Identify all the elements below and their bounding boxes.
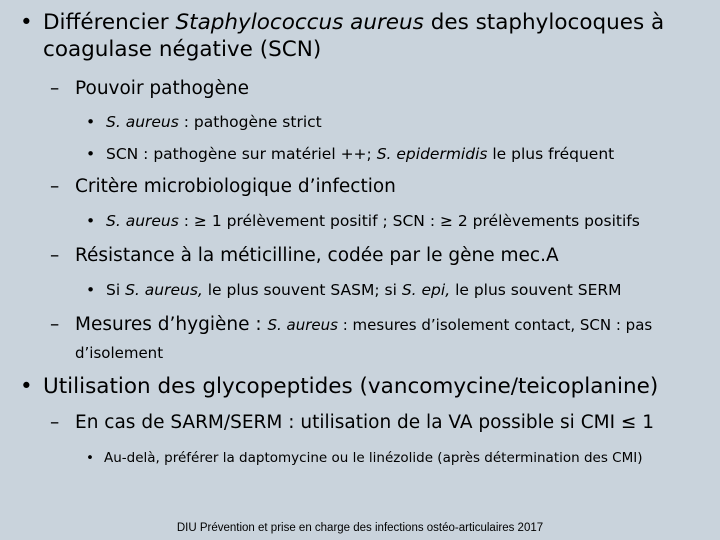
item1-species: Staphylococcus aureus (175, 10, 424, 35)
sub5-point: Au-delà, préférer la daptomycine ou le linézolide (après détermination des CMI) (104, 450, 643, 466)
bullet-level2: – (50, 412, 60, 433)
sub3-point-pre: Si (106, 281, 126, 299)
bullet-level1: • (20, 374, 33, 399)
sub4-rest: : mesures d’isolement contact, SCN : pas (337, 316, 653, 334)
item1-line2: coagulase négative (SCN) (43, 37, 322, 62)
sub4-line2: d’isolement (75, 344, 164, 362)
slide-footer: DIU Prévention et prise en charge des infections ostéo-articulaires 2017 (176, 522, 544, 534)
bullet-level3: • (86, 450, 94, 466)
sub1-point2 (106, 144, 614, 164)
bullet-level2: – (50, 78, 60, 99)
sub1-point2-rest: le plus fréquent (487, 145, 615, 163)
sub2-point (106, 211, 640, 231)
sub3-point-rest: le plus souvent SERM (450, 281, 622, 299)
bullet-level2: – (50, 314, 60, 335)
sub3-heading: Résistance à la méticilline, codée par le gène mec.A (75, 245, 559, 266)
sub4-lead: Mesures d’hygiène : (75, 314, 268, 335)
bullet-level1: • (20, 10, 33, 35)
sub1-point1 (106, 112, 322, 132)
bullet-level2: – (50, 176, 60, 197)
sub4-line1 (75, 313, 652, 337)
sub3-point (106, 280, 622, 300)
bullet-level3: • (86, 281, 96, 299)
sub3-point-italic2: S. epi, (401, 281, 451, 299)
item1-text-b: des staphylocoques à (423, 10, 665, 35)
sub1-point2-italic: S. epidermidis (376, 145, 488, 163)
sub4-italic: S. aureus (267, 316, 338, 334)
sub1-point1-italic: S. aureus (106, 113, 179, 131)
item1-line1 (43, 9, 664, 36)
item1-text-a: Différencier (43, 10, 176, 35)
bullet-level3: • (86, 113, 96, 131)
sub1-point2-pre: SCN : pathogène sur matériel ++; (106, 145, 377, 163)
item2-text: Utilisation des glycopeptides (vancomycine/teicoplanine) (43, 374, 659, 399)
bullet-level2: – (50, 245, 60, 266)
bullet-level3: • (86, 212, 96, 230)
bullet-level3: • (86, 145, 96, 163)
sub2-point-rest: : ≥ 1 prélèvement positif ; SCN : ≥ 2 prélèvements positifs (178, 212, 640, 230)
sub2-heading: Critère microbiologique d’infection (75, 176, 396, 197)
sub5-heading: En cas de SARM/SERM : utilisation de la VA possible si CMI ≤ 1 (75, 412, 655, 433)
sub1-point1-rest: : pathogène strict (178, 113, 322, 131)
sub2-point-italic: S. aureus (106, 212, 179, 230)
sub3-point-mid: le plus souvent SASM; si (202, 281, 402, 299)
sub3-point-italic1: S. aureus, (125, 281, 203, 299)
sub1-heading: Pouvoir pathogène (75, 78, 250, 99)
